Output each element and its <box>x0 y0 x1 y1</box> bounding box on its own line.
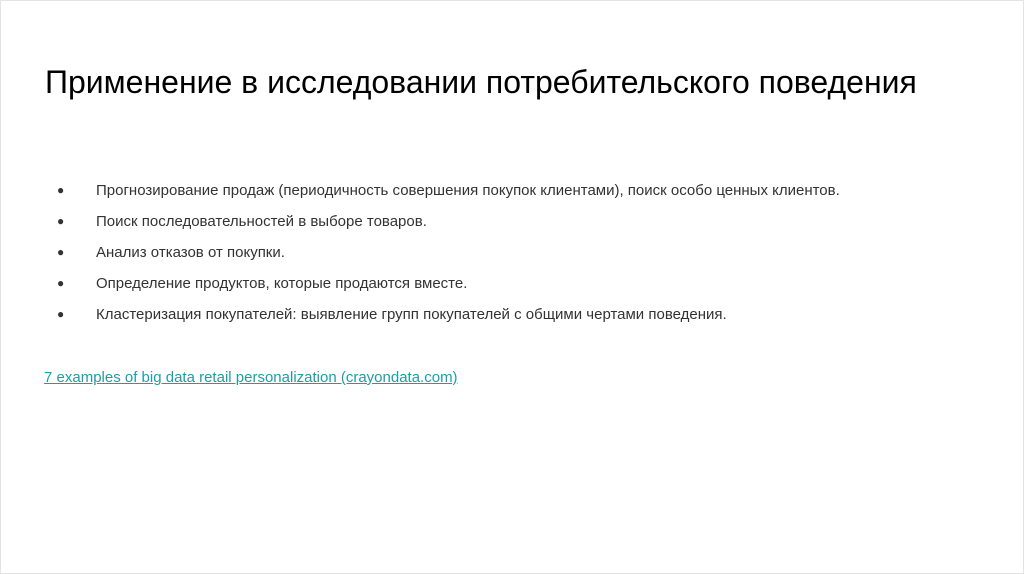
bullet-icon: ● <box>57 214 65 228</box>
bullet-text: Определение продуктов, которые продаются вместе. <box>96 275 468 292</box>
source-link[interactable]: 7 examples of big data retail personalization (crayondata.com) <box>44 369 458 386</box>
bullet-text: Поиск последовательностей в выборе товаров. <box>96 213 427 230</box>
bullet-icon: ● <box>57 307 65 321</box>
bullet-text: Прогнозирование продаж (периодичность совершения покупок клиентами), поиск особо ценных клиентов. <box>96 182 840 199</box>
slide-title: Применение в исследовании потребительского поведения <box>45 64 917 100</box>
list-item <box>57 237 840 268</box>
list-item <box>57 175 840 206</box>
bullet-text: Кластеризация покупателей: выявление групп покупателей с общими чертами поведения. <box>96 306 727 323</box>
bullet-text: Анализ отказов от покупки. <box>96 244 285 261</box>
list-item <box>57 206 840 237</box>
bullet-icon: ● <box>57 276 65 290</box>
bullet-list <box>57 175 840 330</box>
list-item <box>57 268 840 299</box>
list-item <box>57 299 840 330</box>
bullet-icon: ● <box>57 245 65 259</box>
bullet-icon: ● <box>57 183 65 197</box>
